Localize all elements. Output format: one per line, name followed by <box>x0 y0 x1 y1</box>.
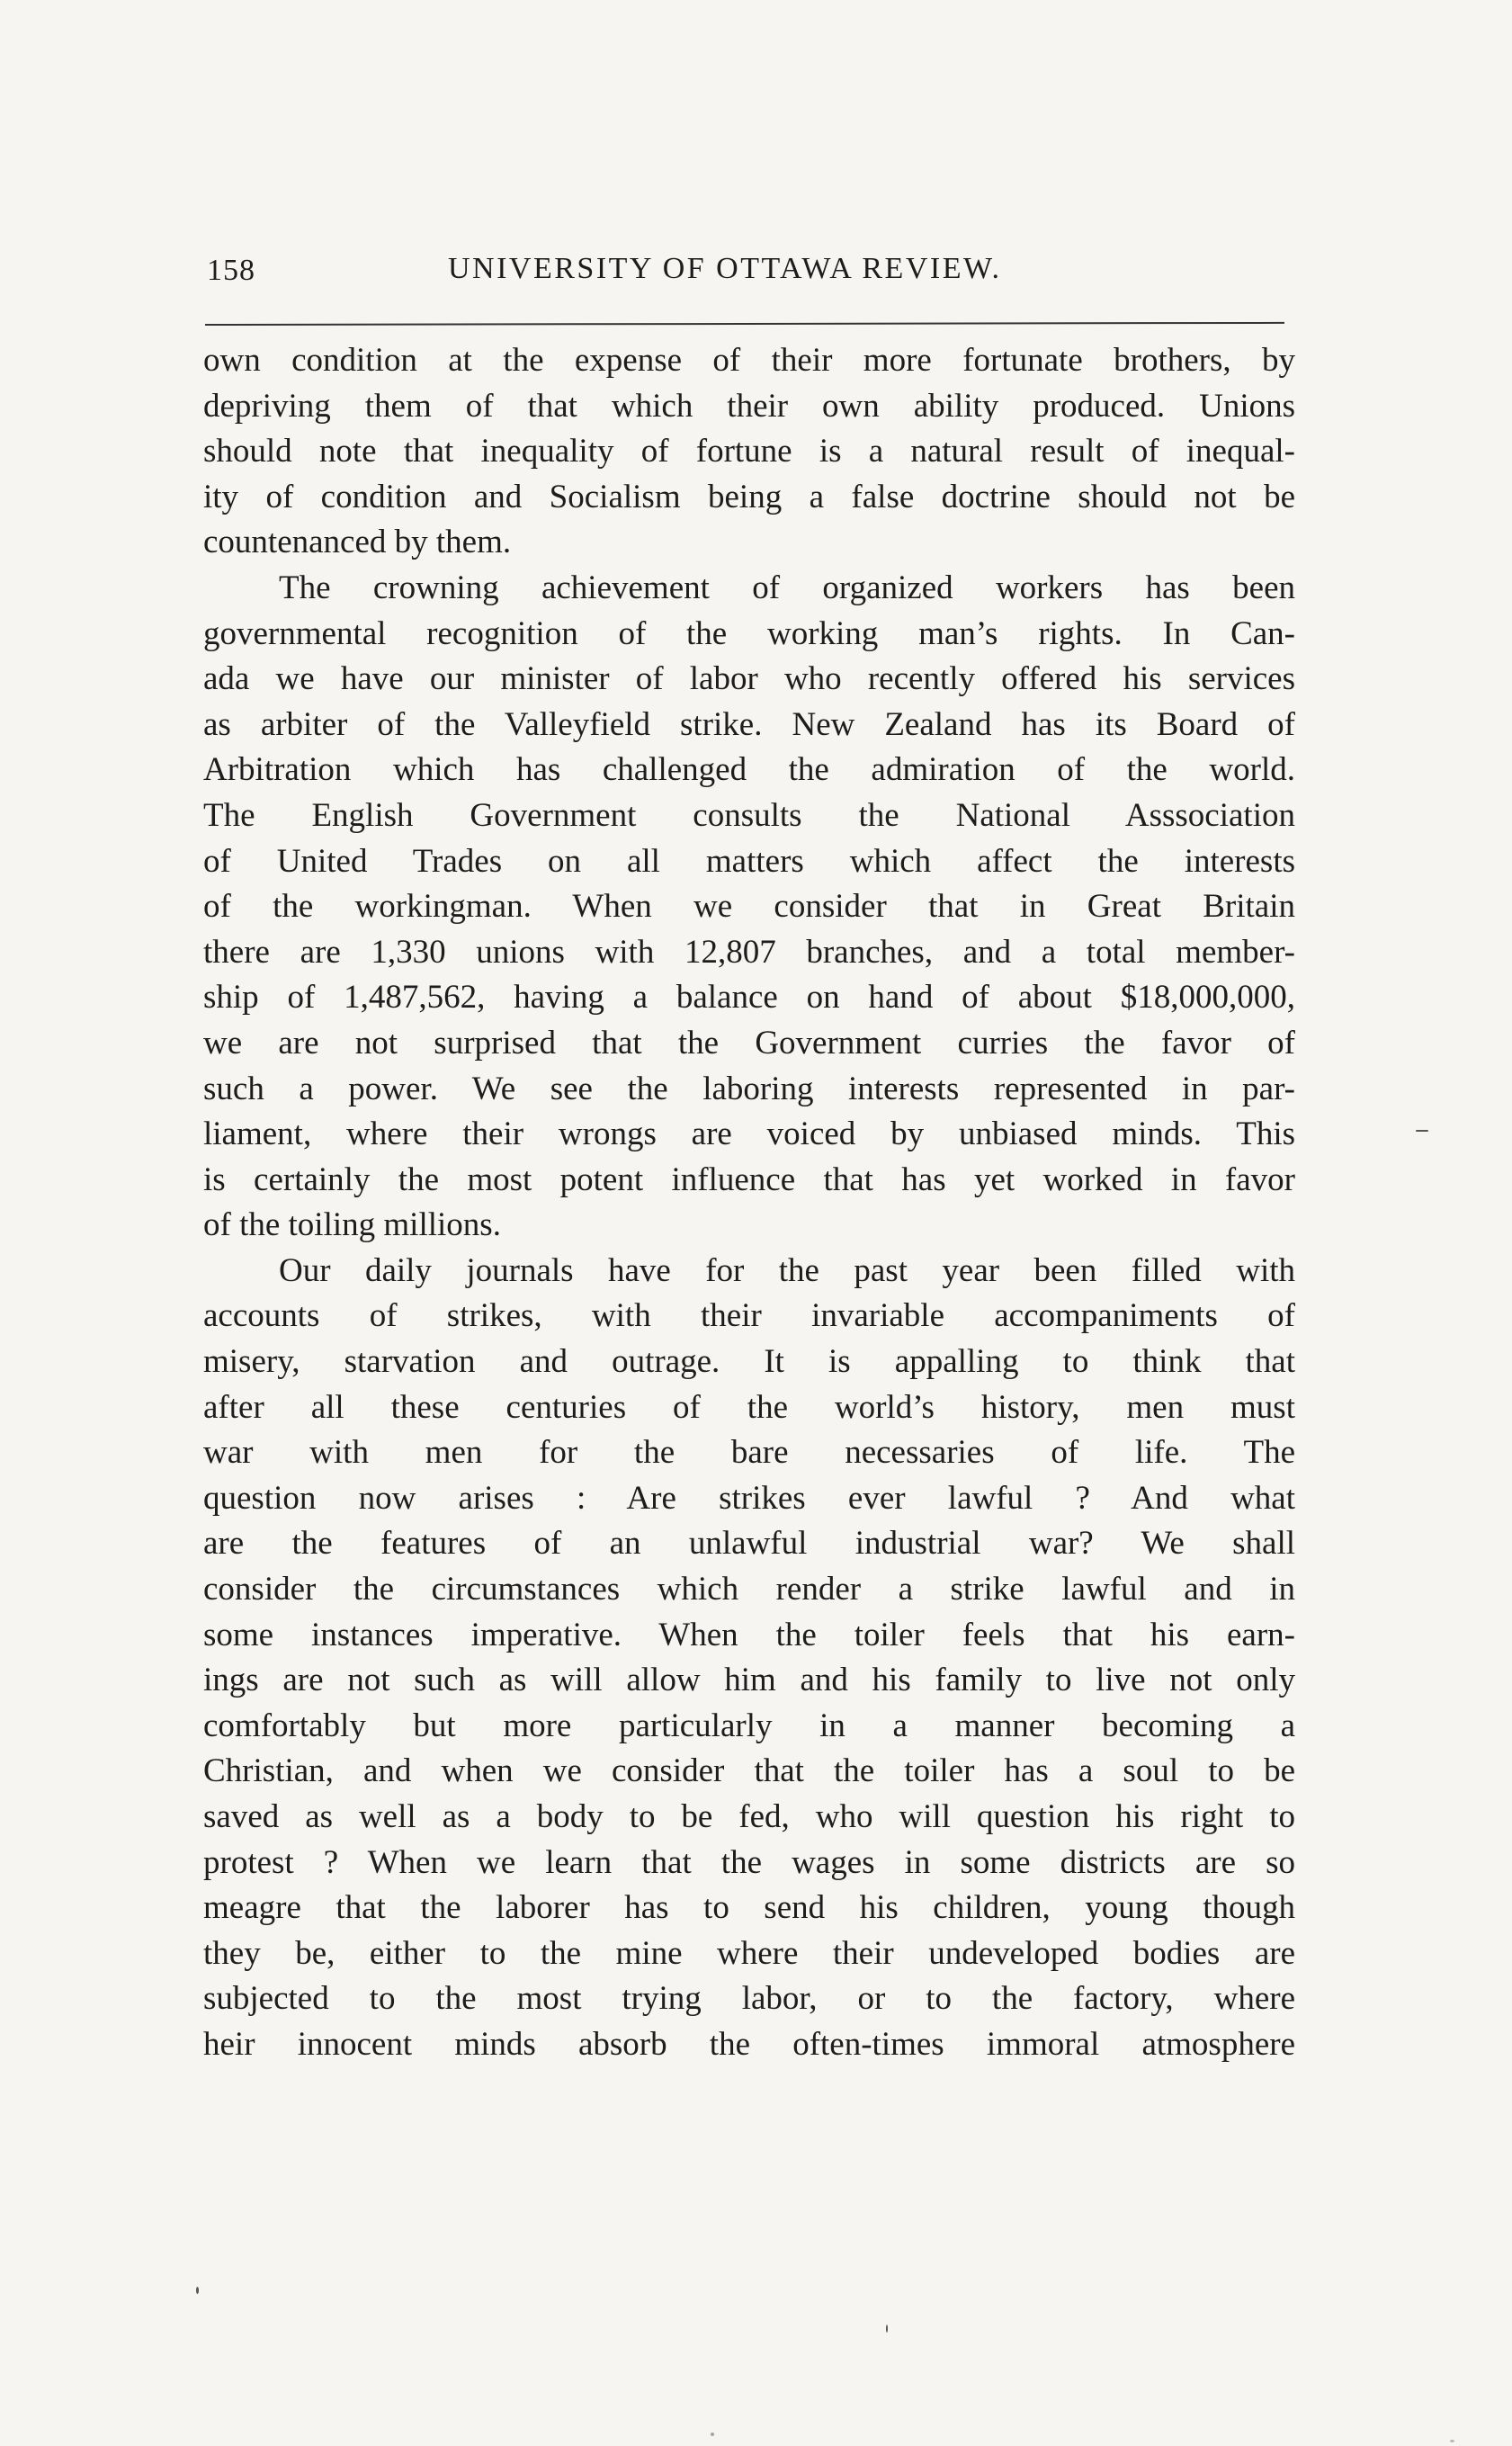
text-line: we are not surprised that the Government curries the favor of <box>203 1024 1295 1062</box>
text-line: consider the circumstances which render a strike lawful and in <box>203 1571 1295 1608</box>
text-line: subjected to the most trying labor, or to the factory, where <box>203 1980 1295 2018</box>
text-line: ings are not such as will allow him and his family to live not only <box>203 1662 1295 1699</box>
text-line: own condition at the expense of their more fortunate brothers, by <box>203 342 1295 379</box>
text-line: there are 1,330 unions with 12,807 branches, and a total member- <box>203 933 1295 971</box>
running-head <box>207 254 1286 299</box>
header-rule <box>205 322 1284 326</box>
journal-title: UNIVERSITY OF OTTAWA REVIEW. <box>448 252 1002 285</box>
text-line: some instances imperative. When the toiler feels that his earn- <box>203 1616 1295 1653</box>
text-line: saved as well as a body to be fed, who will question his right to <box>203 1798 1295 1835</box>
text-line: question now arises : Are strikes ever lawful ? And what <box>203 1479 1295 1517</box>
text-line: are the features of an unlawful industrial war? We shall <box>203 1525 1295 1563</box>
text-line: Christian, and when we consider that the toiler has a soul to be <box>203 1752 1295 1790</box>
text-line: ship of 1,487,562, having a balance on hand of about $18,000,000, <box>203 979 1295 1017</box>
scan-speck <box>886 2325 888 2333</box>
text-line: after all these centuries of the world’s history, men must <box>203 1388 1295 1426</box>
text-line: of United Trades on all matters which affect the interests <box>203 842 1295 880</box>
scan-speck <box>1416 1130 1428 1132</box>
text-line: of the toiling millions. <box>203 1206 501 1244</box>
paragraph-2 <box>203 566 1295 1249</box>
text-line: The crowning achievement of organized workers has been <box>279 569 1295 606</box>
text-line: comfortably but more particularly in a manner becoming a <box>203 1707 1295 1744</box>
paragraph-3 <box>203 1249 1295 2068</box>
text-line: depriving them of that which their own ability produced. Unions <box>203 387 1295 425</box>
text-line: is certainly the most potent influence that has yet worked in favor <box>203 1160 1295 1198</box>
article-body <box>203 338 1295 2068</box>
scan-speck <box>1450 2440 1454 2442</box>
text-line: liament, where their wrongs are voiced by unbiased minds. This <box>203 1115 1295 1153</box>
text-line: governmental recognition of the working man’s rights. In Can- <box>203 614 1295 652</box>
text-line: war with men for the bare necessaries of life. The <box>203 1434 1295 1472</box>
text-line: misery, starvation and outrage. It is appalling to think that <box>203 1343 1295 1381</box>
text-line: should note that inequality of fortune is a natural result of inequal- <box>203 433 1295 470</box>
page-number: 158 <box>207 254 255 287</box>
text-line: of the workingman. When we consider that in Great Britain <box>203 888 1295 926</box>
text-line: ada we have our minister of labor who recently offered his services <box>203 660 1295 698</box>
text-line: protest ? When we learn that the wages in some districts are so <box>203 1843 1295 1881</box>
scan-speck <box>711 2433 714 2436</box>
text-line: countenanced by them. <box>203 524 512 561</box>
text-line: accounts of strikes, with their invariable accompaniments of <box>203 1297 1295 1335</box>
text-line: such a power. We see the laboring interests represented in par- <box>203 1070 1295 1107</box>
text-line: as arbiter of the Valleyfield strike. New Zealand has its Board of <box>203 705 1295 743</box>
paragraph-1 <box>203 338 1295 566</box>
text-line: ity of condition and Socialism being a false doctrine should not be <box>203 478 1295 515</box>
text-line: meagre that the laborer has to send his children, young though <box>203 1889 1295 1927</box>
scan-speck <box>196 2287 199 2294</box>
text-line: Our daily journals have for the past year been filled with <box>279 1251 1295 1289</box>
text-line: heir innocent minds absorb the often-times immoral atmosphere <box>203 2025 1295 2063</box>
text-line: The English Government consults the National Asssociation <box>203 796 1295 834</box>
text-line: Arbitration which has challenged the admiration of the world. <box>203 751 1295 789</box>
text-line: they be, either to the mine where their undeveloped bodies are <box>203 1934 1295 1972</box>
